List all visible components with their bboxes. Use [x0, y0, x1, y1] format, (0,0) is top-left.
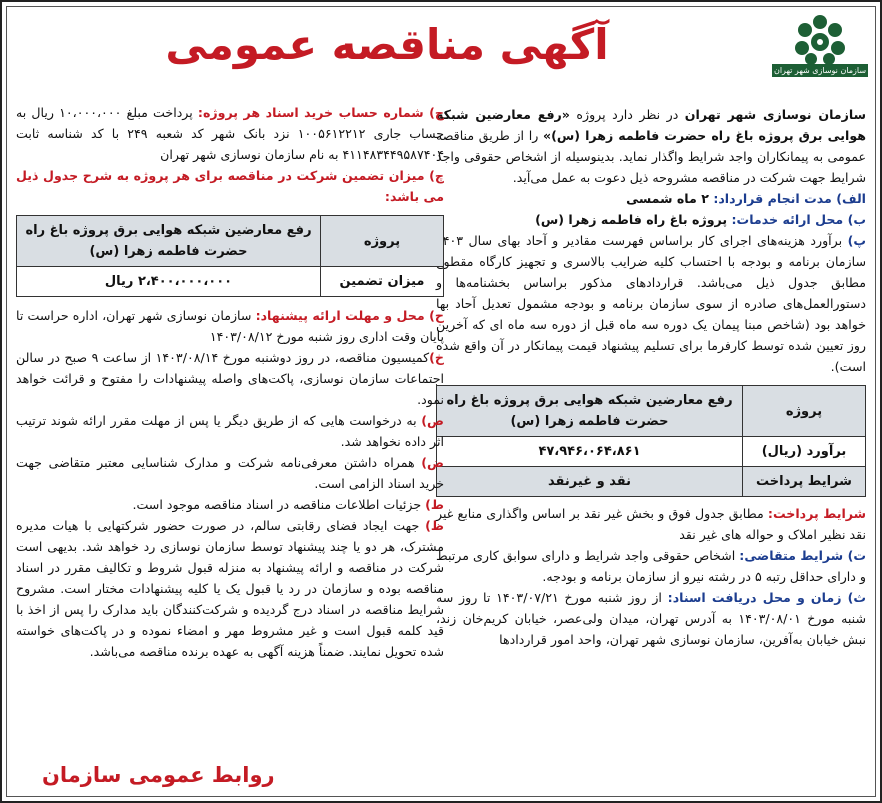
payment-terms-label: شرایط پرداخت: [767, 506, 867, 521]
intro-text-1: در نظر دارد پروژه [569, 107, 685, 122]
project-title: «رفع معارضین شبکه هوایی برق پروژه باغ راه حضرت فاطمه زهرا (س)» [436, 107, 866, 143]
org-name: سازمان نوسازی شهر تهران [684, 107, 866, 122]
location-label: ب) محل ارائه خدمات: [731, 212, 866, 227]
guarantee-table-project-label: پروژه [321, 216, 444, 267]
cost-estimate-paragraph [436, 230, 866, 377]
id-requirement [16, 452, 444, 494]
submission-place [16, 305, 444, 347]
guarantee-table-amount-label: میزان تضمین [321, 267, 444, 297]
table-cell-estimate-value: ۴۷،۹۴۶،۰۶۴،۸۶۱ [437, 437, 743, 467]
estimate-table [436, 385, 866, 497]
details-text: جزئیات اطلاعات مناقصه در اسناد مناقصه موجود است. [132, 497, 426, 512]
late-requests [16, 410, 444, 452]
details-label: ط) [425, 497, 444, 512]
table-cell-project-value: رفع معارضین شبکه هوایی برق پروژه باغ راه حضرت فاطمه زهرا (س) [437, 386, 743, 437]
competition-text: جهت ایجاد فضای رقابتی سالم، در صورت حضور شرکتهایی با هیات مدیره مشترک، هر دو یا چند پیشنهاد توسط سازمان نوسازی رد خواهد شد. بدیهی است شرکت در مناقصه و ارائه پیشنهاد به منزله قبول شروط و تکالیف مقرر در اسناد مناقصه بوده و سازمان در رد یا قبول یک یا کلیه پیشنهادات مختار است. مشروح شرایط مناقصه در اسناد درج گردیده و شرکت‌کنندگان باید مدارک را پس از اخذ با قید کلمه قبول است و غیر مشروط مهر و امضاء نموده و در پاکت‌های خواسته شده تحویل نمایند. ضمناً هزینه آگهی به عهده برنده مناقصه می‌باشد. [16, 518, 444, 659]
commission-paragraph [16, 347, 444, 410]
submission-label: ح) محل و مهلت ارائه پیشنهاد: [255, 308, 444, 323]
account-text: پرداخت مبلغ ۱۰،۰۰۰،۰۰۰ ریال به حساب جاری ۱۰۰۵۶۱۲۲۱۲ نزد بانک شهر کد شعبه ۲۴۹ با کد شناسه ثابت ۴۱۱۴۸۳۴۴۹۵۸۷۴۰۴ به نام سازمان نوسازی شهر تهران [16, 105, 445, 162]
duration-label: الف) مدت انجام قرارداد: [713, 191, 866, 206]
guarantee-label: چ) میزان تضمین شرکت در مناقصه برای هر پروژه به شرح جدول ذیل می باشد: [16, 168, 444, 204]
organization-logo [774, 12, 866, 94]
left-column [16, 102, 444, 662]
competition-paragraph [16, 515, 444, 662]
duration-value: ۲ ماه شمسی [626, 191, 714, 206]
page-title: آگهی مناقصه عمومی [165, 20, 609, 69]
submission-text: سازمان نوسازی شهر تهران، اداره حراست تا پایان وقت اداری روز شنبه مورخ ۱۴۰۳/۰۸/۱۲ [16, 308, 444, 344]
document-pickup [436, 587, 866, 650]
guarantee-table-amount-value: ۲،۴۰۰،۰۰۰،۰۰۰ ریال [17, 267, 321, 297]
applicant-conditions [436, 545, 866, 587]
contract-duration [436, 188, 866, 209]
table-cell-payment-label: شرایط پرداخت [743, 467, 866, 497]
payment-terms-text: مطابق جدول فوق و بخش غیر نقد بر اساس واگذاری منابع غیر نقد نظیر املاک و حواله های غیر نقد [436, 506, 866, 542]
payment-terms [436, 503, 866, 545]
logo-emblem-icon [774, 12, 866, 94]
details-note [16, 494, 444, 515]
intro-paragraph [436, 104, 866, 188]
table-cell-estimate-label: برآورد (ریال) [743, 437, 866, 467]
id-text: همراه داشتن معرفی‌نامه شرکت و مدارک شناسایی معتبر متقاضی جهت خرید اسناد الزامی است. [16, 455, 444, 491]
estimate-label: پ) [847, 233, 866, 248]
logo-caption: سازمان نوسازی شهر تهران [773, 66, 867, 75]
pickup-text: از روز شنبه مورخ ۱۴۰۳/۰۷/۲۱ تا روز سه شنبه مورخ ۱۴۰۳/۰۸/۰۱ به آدرس تهران، میدان ولی‌عصر، خیابان کریم‌خان زند، نبش خیابان به‌آفرین، سازمان نوسازی شهر تهران، واحد امور قراردادها [436, 590, 866, 647]
competition-label: ظ) [425, 518, 444, 533]
late-label: ص) [421, 413, 444, 428]
service-location [436, 209, 866, 230]
id-label: ض) [421, 455, 444, 470]
table-cell-payment-value: نقد و غیرنقد [437, 467, 743, 497]
late-text: به درخواست هایی که از طریق دیگر یا پس از مهلت مقرر ارائه شوند ترتیب اثر داده نخواهد شد. [16, 413, 444, 449]
commission-label: خ) [429, 350, 444, 365]
guarantee-heading [16, 165, 444, 207]
commission-text: کمیسیون مناقصه، در روز دوشنبه مورخ ۱۴۰۳/۰۸/۱۴ از ساعت ۹ صبح در سالن اجتماعات سازمان نوسازی، پاکت‌های واصله پیشنهادات را مفتوح و قرائت خواهد نمود. [16, 350, 444, 407]
account-label: ج) شماره حساب خرید اسناد هر پروژه: [197, 105, 444, 120]
location-value: پروژه باغ راه فاطمه زهرا (س) [535, 212, 732, 227]
account-number-paragraph [16, 102, 444, 165]
pickup-label: ث) زمان و محل دریافت اسناد: [667, 590, 866, 605]
applicant-text: اشخاص حقوقی واجد شرایط و دارای سوابق کاری مرتبط و دارای حداقل رتبه ۵ در رشته نیرو از سازمان برنامه و بودجه. [436, 548, 866, 584]
public-relations-signature: روابط عمومی سازمان [42, 763, 275, 787]
guarantee-table-project-value: رفع معارضین شبکه هوایی برق پروژه باغ راه حضرت فاطمه زهرا (س) [17, 216, 321, 267]
right-column [436, 104, 866, 650]
table-cell-project-label: پروژه [743, 386, 866, 437]
intro-text-2: را از طریق مناقصه عمومی به پیمانکاران واجد شرایط واگذار نماید. بدینوسیله از اشخاص حقوقی واجد شرایط جهت شرکت در مناقصه مشروحه ذیل دعوت به عمل می‌آید. [436, 128, 866, 185]
estimate-text: برآورد هزینه‌های اجرای کار براساس فهرست مقادیر و آحاد بهای سال ۱۴۰۳ سازمان برنامه و بودجه با احتساب کلیه ضرایب بالاسری و تجهیز کارگاه مقطوع مطابق جدول ذیل می‌باشد. قراردادهای مذکور براساس بخشنامه‌ها و دستورالعمل‌های صادره از سوی سازمان برنامه و بودجه مشمول تعدیل آحاد بها خواهد بود (شاخص مبنا پیمان یک دوره سه ماه قبل از دوره سه ماه ای که آخرین روز تعیین شده توسط کارفرما برای تسلیم پیشنهاد قیمت پیمانکار در آن واقع شده است). [436, 233, 866, 374]
guarantee-table [16, 215, 444, 297]
applicant-label: ت) شرایط متقاضی: [739, 548, 866, 563]
